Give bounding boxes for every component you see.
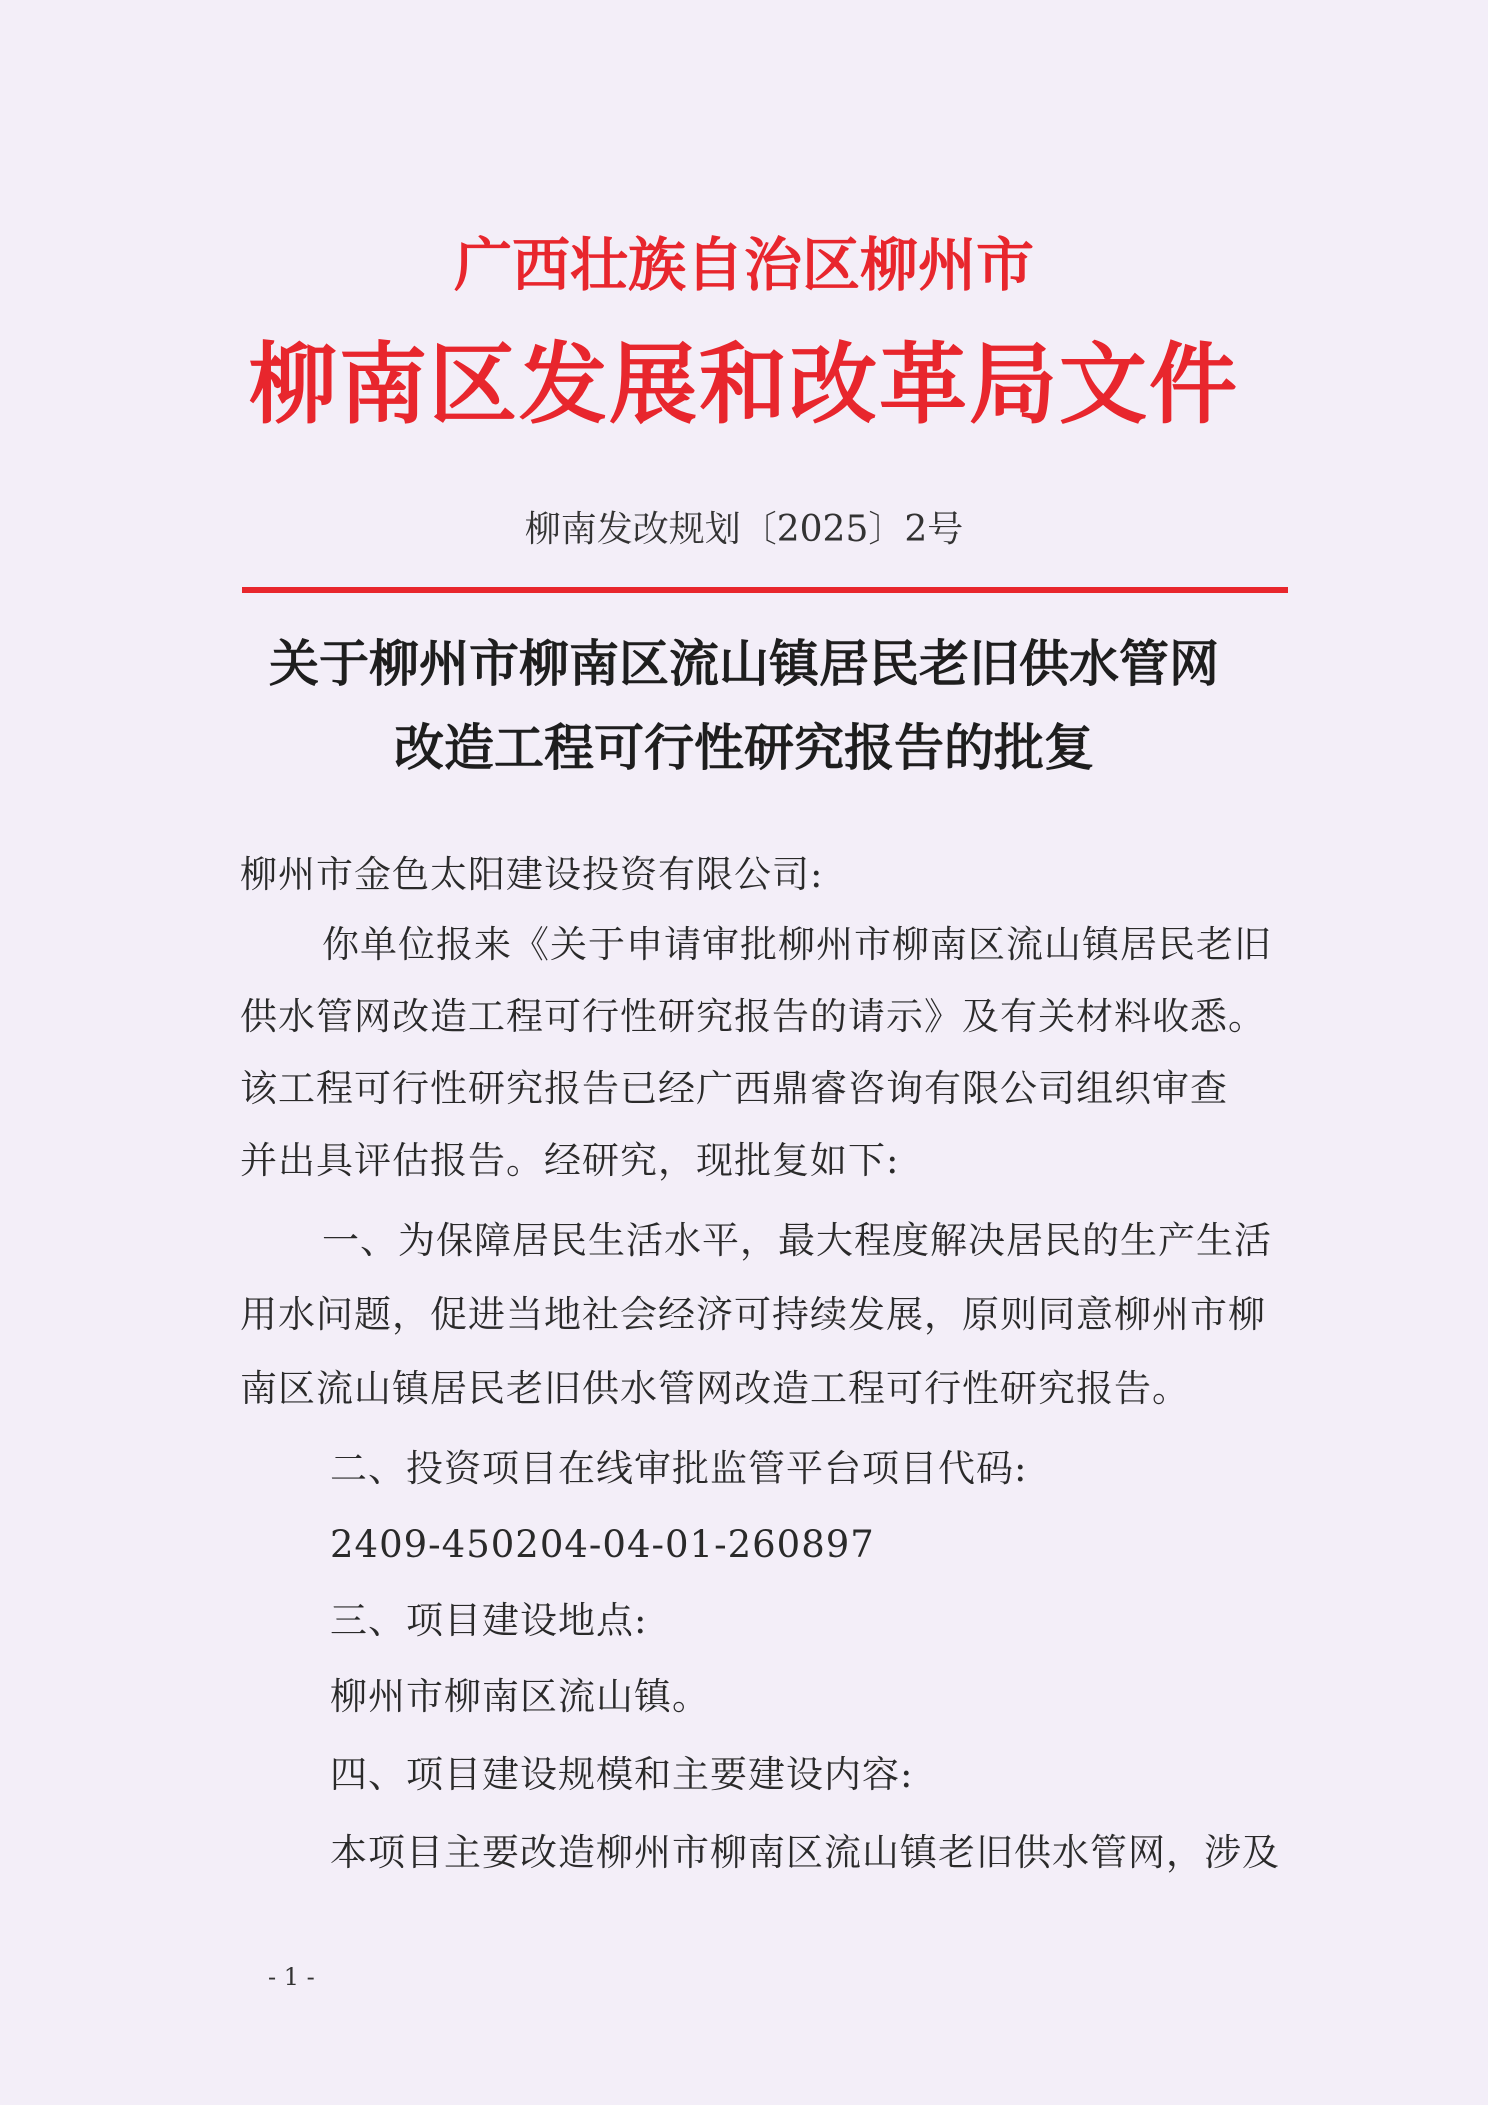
red-divider xyxy=(242,587,1288,593)
body-line: 三、项目建设地点: xyxy=(330,1599,648,1642)
title-line-2: 改造工程可行性研究报告的批复 xyxy=(394,718,1094,777)
body-line: 并出具评估报告。经研究，现批复如下: xyxy=(240,1139,900,1182)
body-line: 四、项目建设规模和主要建设内容: xyxy=(330,1753,914,1796)
addressee: 柳州市金色太阳建设投资有限公司: xyxy=(240,853,824,896)
project-code: 2409-450204-04-01-260897 xyxy=(330,1523,875,1566)
body-line: 一、为保障居民生活水平，最大程度解决居民的生产生活 xyxy=(322,1219,1272,1262)
title-line-1: 关于柳州市柳南区流山镇居民老旧供水管网 xyxy=(269,634,1219,693)
page-number: - 1 - xyxy=(268,1963,315,1991)
body-line: 南区流山镇居民老旧供水管网改造工程可行性研究报告。 xyxy=(240,1367,1190,1410)
body-line: 用水问题，促进当地社会经济可持续发展，原则同意柳州市柳 xyxy=(240,1293,1266,1336)
body-line: 该工程可行性研究报告已经广西鼎睿咨询有限公司组织审查 xyxy=(240,1067,1228,1110)
body-line: 你单位报来《关于申请审批柳州市柳南区流山镇居民老旧 xyxy=(322,923,1272,966)
body-line: 柳州市柳南区流山镇。 xyxy=(330,1675,710,1718)
body-line: 本项目主要改造柳州市柳南区流山镇老旧供水管网，涉及 xyxy=(330,1831,1280,1874)
body-line: 供水管网改造工程可行性研究报告的请示》及有关材料收悉。 xyxy=(240,995,1266,1038)
body-line: 二、投资项目在线审批监管平台项目代码: xyxy=(330,1447,1028,1490)
header-region: 广西壮族自治区柳州市 xyxy=(453,231,1034,299)
document-title xyxy=(0,622,1488,790)
header-agency-document: 柳南区发展和改革局文件 xyxy=(248,333,1239,436)
document-number: 柳南发改规划〔2025〕2号 xyxy=(524,509,964,550)
